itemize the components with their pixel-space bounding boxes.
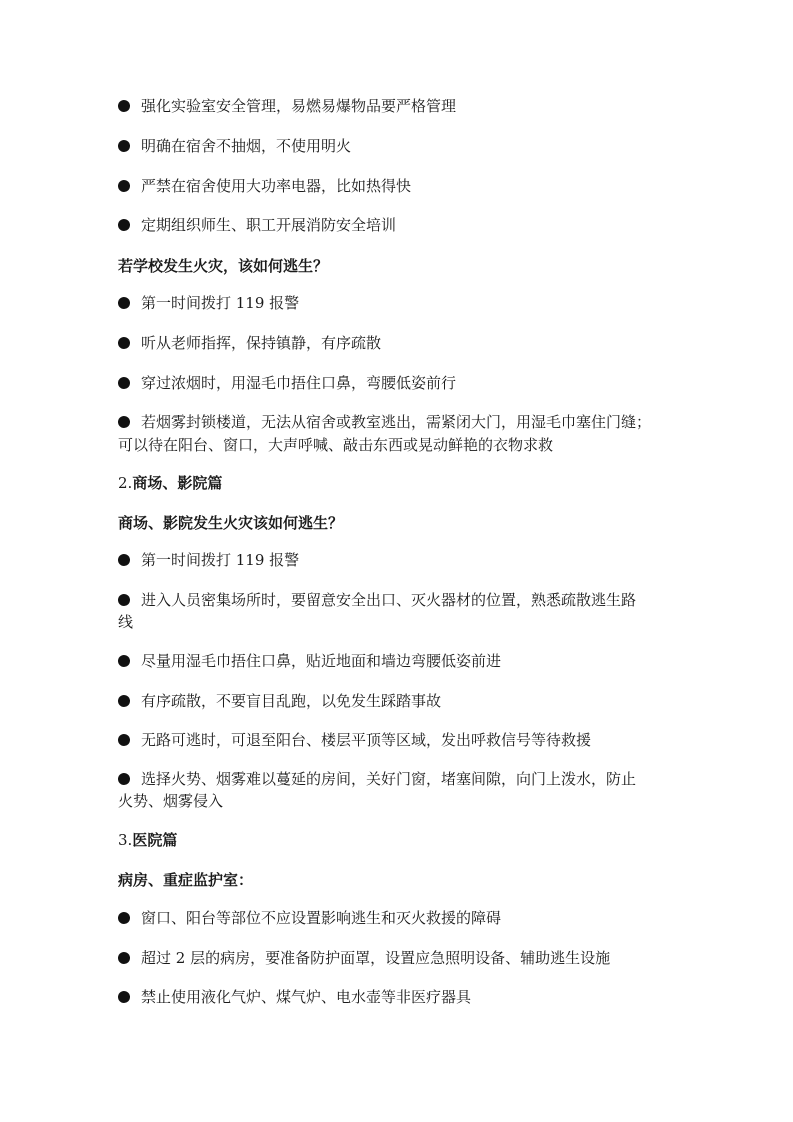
bullet-icon [118,140,130,152]
ward-heading: 病房、重症监护室： [118,871,254,889]
list-item: 强化实验室安全管理，易燃易爆物品要严格管理 [118,95,678,117]
list-item: 进入人员密集场所时，要留意安全出口、灭火器材的位置，熟悉疏散逃生路 [118,589,678,611]
bullet-icon [118,773,130,785]
list-item: 若烟雾封锁楼道，无法从宿舍或教室逃出，需紧闭大门，用湿毛巾塞住门缝； [118,411,678,433]
bullet-icon [118,554,130,566]
section-name: 商场、影院篇 [132,474,223,492]
bullet-icon [118,734,130,746]
list-item: 禁止使用液化气炉、煤气炉、电水壶等非医疗器具 [118,986,678,1008]
list-item: 窗口、阳台等部位不应设置影响逃生和灭火救援的障碍 [118,907,678,929]
bullet-icon [118,337,130,349]
list-item: 超过 2 层的病房，要准备防护面罩，设置应急照明设备、辅助逃生设施 [118,947,678,969]
bullet-icon [118,912,130,924]
bullet-icon [118,952,130,964]
bullet-icon [118,991,130,1003]
list-item: 穿过浓烟时，用湿毛巾捂住口鼻，弯腰低姿前行 [118,372,678,394]
bullet-icon [118,695,130,707]
bullet-icon [118,377,130,389]
bullet-icon [118,219,130,231]
list-item-continuation: 可以待在阳台、窗口，大声呼喊、敲击东西或晃动鲜艳的衣物求救 [118,436,554,454]
bullet-icon [118,297,130,309]
list-item-continuation: 线 [118,613,134,631]
list-item: 有序疏散，不要盲目乱跑，以免发生踩踏事故 [118,690,678,712]
list-item: 第一时间拨打 119 报警 [118,549,678,571]
bullet-icon [118,100,130,112]
school-escape-heading: 若学校发生火灾，该如何逃生？ [118,257,329,275]
bullet-icon [118,180,130,192]
list-item: 第一时间拨打 119 报警 [118,292,678,314]
list-item: 选择火势、烟雾难以蔓延的房间，关好门窗，堵塞间隙，向门上泼水，防止 [118,768,678,790]
bullet-icon [118,655,130,667]
section-title [118,829,678,851]
list-item: 无路可逃时，可退至阳台、楼层平顶等区域，发出呼救信号等待救援 [118,729,678,751]
section-number: 3. [118,831,133,849]
mall-escape-heading: 商场、影院发生火灾该如何逃生？ [118,514,344,532]
list-item: 严禁在宿舍使用大功率电器，比如热得快 [118,175,678,197]
section-number: 2. [118,474,133,492]
list-item: 听从老师指挥，保持镇静，有序疏散 [118,332,678,354]
section-title [118,472,678,494]
list-item-continuation: 火势、烟雾侵入 [118,792,224,810]
list-item: 定期组织师生、职工开展消防安全培训 [118,214,678,236]
list-item: 明确在宿舍不抽烟，不使用明火 [118,135,678,157]
list-item: 尽量用湿毛巾捂住口鼻，贴近地面和墙边弯腰低姿前进 [118,650,678,672]
bullet-icon [118,416,130,428]
bullet-icon [118,594,130,606]
section-name: 医院篇 [132,831,178,849]
